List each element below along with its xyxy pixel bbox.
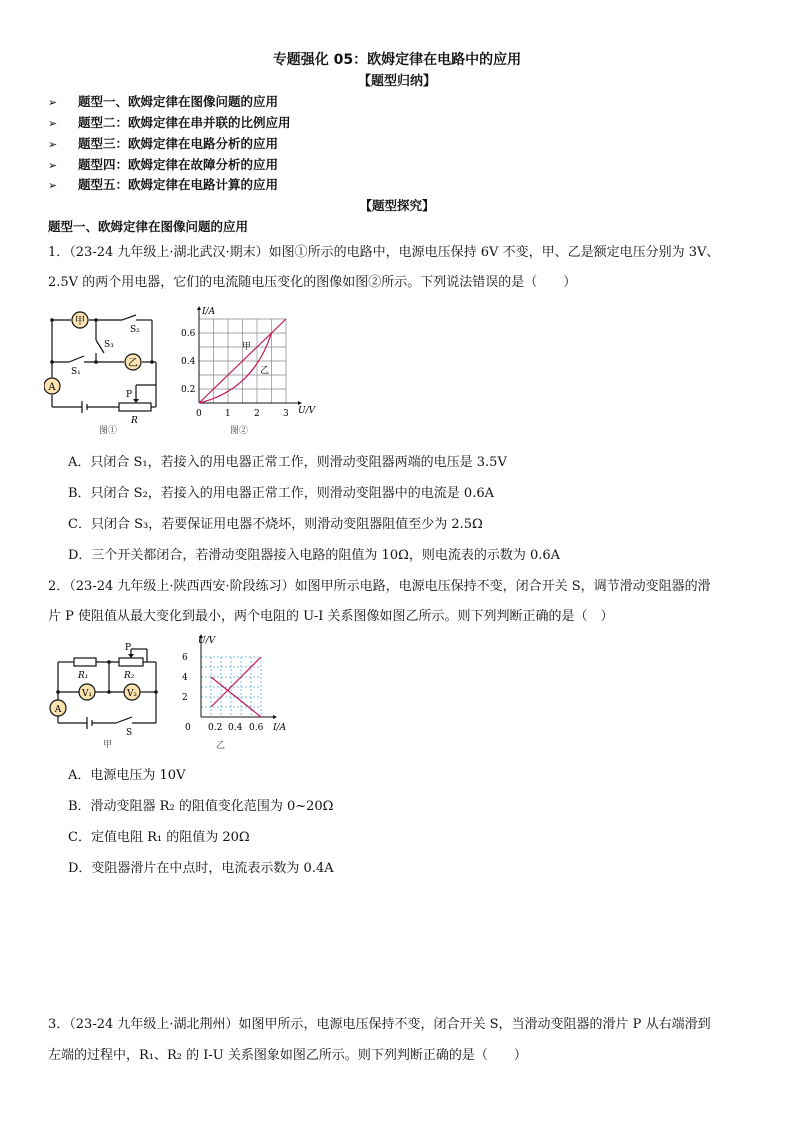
svg-text:图①: 图① bbox=[99, 426, 118, 435]
arrow-bullet-icon: ➢ bbox=[48, 117, 58, 130]
q1-stem-line1: 1．（23-24 九年级上·湖北武汉·期末）如图①所示的电路中，电源电压保持 6V 不变，甲、乙是额定电压分别为 3V、 bbox=[48, 245, 720, 260]
q3-stem-line1: 3．（23-24 九年级上·湖北荆州）如图甲所示，电源电压保持不变，闭合开关 S，当滑动变阻器的滑片 P 从右端滑到 bbox=[48, 1017, 711, 1032]
svg-text:I/A: I/A bbox=[202, 307, 216, 317]
q2-circuit-figure bbox=[44, 640, 169, 752]
q2-ui-graph bbox=[176, 630, 296, 752]
svg-text:乙: 乙 bbox=[216, 741, 226, 751]
toc-item-5: ➢ 题型五：欧姆定律在电路计算的应用 bbox=[48, 177, 279, 192]
svg-text:2: 2 bbox=[254, 409, 260, 419]
svg-text:R₁: R₁ bbox=[78, 671, 89, 681]
svg-text:0.4: 0.4 bbox=[228, 723, 243, 733]
q1-option-d: D．三个开关都闭合，若滑动变阻器接入电路的阻值为 10Ω，则电流表的示数为 0.6A bbox=[68, 548, 561, 563]
svg-text:A: A bbox=[54, 705, 62, 715]
toc-item-4: ➢ 题型四：欧姆定律在故障分析的应用 bbox=[48, 157, 279, 172]
svg-text:3: 3 bbox=[283, 409, 289, 419]
svg-text:U/V: U/V bbox=[198, 636, 216, 646]
svg-text:0: 0 bbox=[196, 409, 202, 419]
svg-text:0: 0 bbox=[185, 723, 191, 733]
svg-text:0.6: 0.6 bbox=[181, 329, 196, 339]
svg-text:乙: 乙 bbox=[260, 366, 270, 376]
q1-option-a: A．只闭合 S₁，若接入的用电器正常工作，则滑动变阻器两端的电压是 3.5V bbox=[68, 455, 507, 470]
svg-text:图②: 图② bbox=[230, 426, 249, 435]
series-r1 bbox=[211, 657, 261, 707]
svg-text:R₂: R₂ bbox=[124, 671, 135, 681]
arrow-bullet-icon: ➢ bbox=[48, 96, 58, 109]
page-title: 专题强化 05：欧姆定律在电路中的应用 bbox=[272, 52, 522, 68]
q3-stem-line2: 左端的过程中，R₁、R₂ 的 I-U 关系图象如图乙所示。则下列判断正确的是（ ） bbox=[48, 1048, 527, 1063]
q2-option-b: B．滑动变阻器 R₂ 的阻值变化范围为 0~20Ω bbox=[68, 799, 334, 814]
svg-text:U/V: U/V bbox=[298, 406, 316, 416]
svg-text:1: 1 bbox=[225, 409, 231, 419]
q2-option-c: C．定值电阻 R₁ 的阻值为 20Ω bbox=[68, 830, 250, 845]
q1-circuit-figure bbox=[44, 305, 169, 435]
svg-text:0.2: 0.2 bbox=[208, 723, 223, 733]
svg-text:S₂: S₂ bbox=[130, 325, 140, 335]
q1-option-b: B．只闭合 S₂，若接入的用电器正常工作，则滑动变阻器中的电流是 0.6A bbox=[68, 486, 494, 501]
section-title: 题型一、欧姆定律在图像问题的应用 bbox=[48, 219, 249, 234]
svg-text:乙: 乙 bbox=[128, 358, 138, 369]
arrow-bullet-icon: ➢ bbox=[48, 138, 58, 151]
svg-text:0.2: 0.2 bbox=[181, 385, 196, 395]
svg-text:甲: 甲 bbox=[242, 342, 252, 352]
q2-stem-line1: 2．（23-24 九年级上·陕西西安·阶段练习）如图甲所示电路，电源电压保持不变，闭合开关 S，调节滑动变阻器的滑 bbox=[48, 579, 711, 594]
svg-text:V₂: V₂ bbox=[126, 689, 138, 699]
explore-heading: 【题型探究】 bbox=[359, 198, 435, 213]
q1-iu-graph bbox=[178, 305, 328, 435]
svg-text:A: A bbox=[48, 382, 56, 393]
summary-heading: 【题型归纳】 bbox=[357, 74, 436, 89]
svg-text:I/A: I/A bbox=[273, 723, 287, 733]
q1-stem-line2: 2.5V 的两个用电器，它们的电流随电压变化的图像如图②所示。下列说法错误的是（ ） bbox=[48, 275, 577, 290]
svg-text:甲: 甲 bbox=[75, 316, 85, 327]
toc-item-2: ➢ 题型二：欧姆定律在串并联的比例应用 bbox=[48, 115, 291, 130]
q2-option-a: A．电源电压为 10V bbox=[68, 768, 186, 783]
q2-option-d: D．变阻器滑片在中点时，电流表示数为 0.4A bbox=[68, 861, 334, 876]
svg-text:0.4: 0.4 bbox=[181, 357, 196, 367]
arrow-bullet-icon: ➢ bbox=[48, 179, 58, 192]
y-axis-arrow-icon bbox=[197, 306, 201, 310]
svg-text:P: P bbox=[125, 643, 132, 653]
svg-text:6: 6 bbox=[182, 653, 188, 663]
svg-text:V₁: V₁ bbox=[81, 689, 93, 699]
arrow-bullet-icon: ➢ bbox=[48, 159, 58, 172]
toc-item-3: ➢ 题型三：欧姆定律在电路分析的应用 bbox=[48, 136, 279, 151]
svg-text:S₁: S₁ bbox=[71, 367, 81, 377]
svg-text:甲: 甲 bbox=[103, 740, 113, 750]
x-axis-arrow-icon bbox=[273, 715, 277, 719]
svg-text:2: 2 bbox=[182, 693, 188, 703]
toc-item-1: ➢ 题型一、欧姆定律在图像问题的应用 bbox=[48, 94, 279, 109]
q1-option-c: C．只闭合 S₃，若要保证用电器不烧坏，则滑动变阻器阻值至少为 2.5Ω bbox=[68, 517, 483, 532]
x-axis-arrow-icon bbox=[298, 401, 302, 405]
svg-text:R: R bbox=[131, 416, 138, 426]
slider-arrow-icon bbox=[133, 399, 139, 403]
svg-text:S₃: S₃ bbox=[104, 340, 114, 350]
svg-text:S: S bbox=[126, 728, 133, 738]
svg-text:0.6: 0.6 bbox=[249, 723, 264, 733]
svg-text:P: P bbox=[126, 390, 133, 400]
svg-text:4: 4 bbox=[182, 673, 188, 683]
q2-stem-line2: 片 P 使阻值从最大变化到最小，两个电阻的 U-I 关系图像如图乙所示。则下列判断正确的是（ ） bbox=[48, 609, 614, 624]
